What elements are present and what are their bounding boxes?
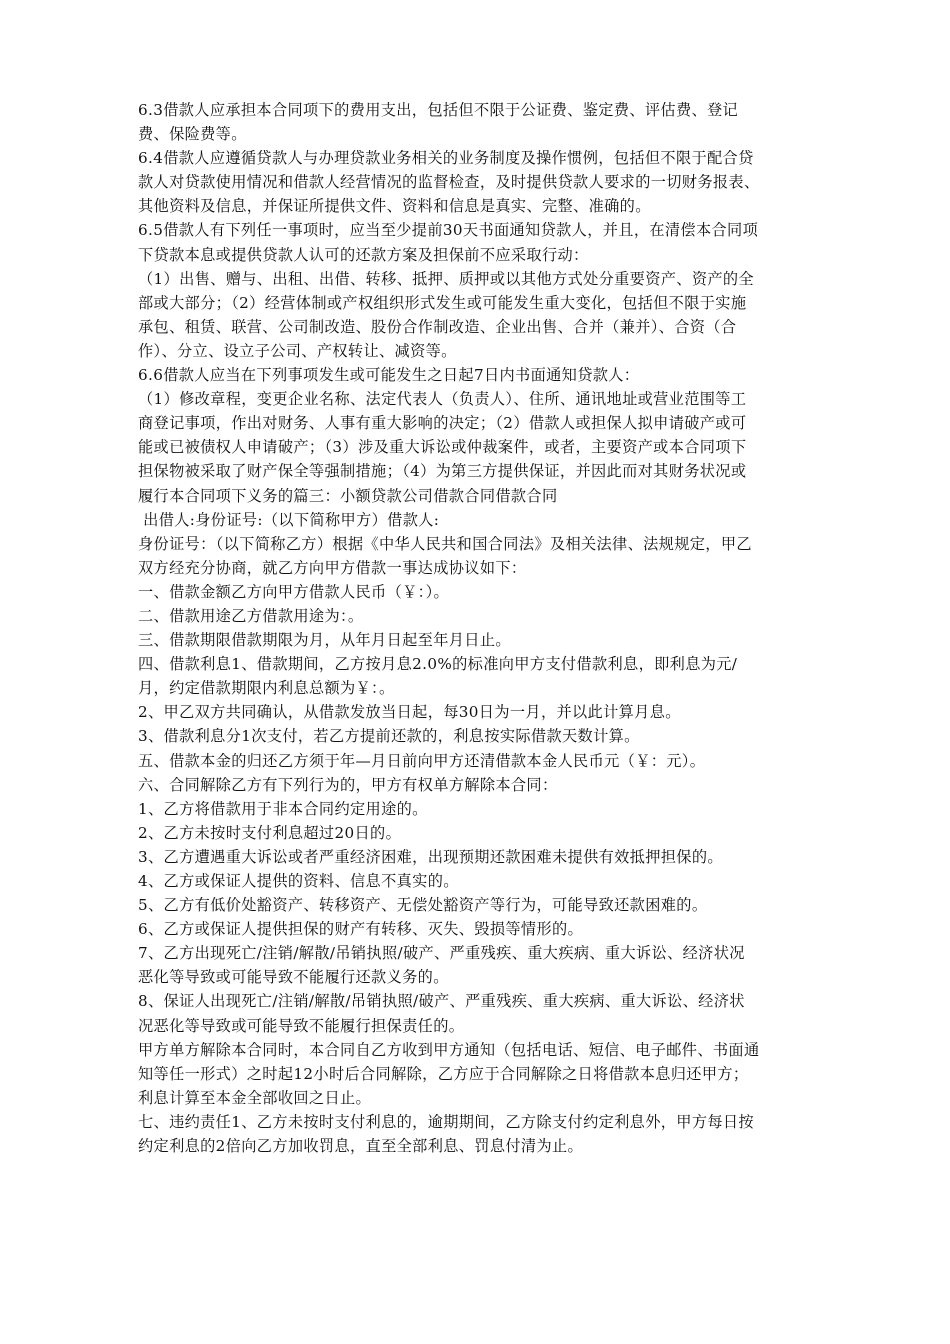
text-line: 担保物被采取了财产保全等强制措施；（4）为第三方提供保证，并因此而对其财务状况或 — [138, 462, 747, 481]
text-line: 双方经充分协商，就乙方向甲方借款一事达成协议如下： — [138, 558, 527, 577]
text-line: 4、乙方或保证人提供的资料、信息不真实的。 — [138, 872, 459, 890]
text-line: 作）、分立、设立子公司、产权转让、减资等。 — [138, 341, 457, 360]
text-line: 四、借款利息1、借款期间，乙方按月息2.0%的标准向甲方支付借款利息，即利息为元/ — [138, 655, 738, 674]
text-line: 6.3借款人应承担本合同项下的费用支出，包括但不限于公证费、鉴定费、评估费、登记 — [138, 101, 739, 119]
text-line: 7、乙方出现死亡/注销/解散/吊销执照/破产、严重残疾、重大疾病、重大诉讼、经济状况 — [138, 944, 745, 963]
text-line: 3、借款利息分1次支付，若乙方提前还款的，利息按实际借款天数计算。 — [138, 727, 640, 746]
text-line: 费、保险费等。 — [138, 125, 247, 144]
text-line: 下贷款本息或提供贷款人认可的还款方案及担保前不应采取行动： — [138, 245, 589, 264]
text-line: 商登记事项，作出对财务、人事有重大影响的决定；（2）借款人或担保人拟申请破产或可 — [138, 414, 747, 433]
text-line: 6.6借款人应当在下列事项发生或可能发生之日起7日内书面通知贷款人： — [138, 366, 640, 385]
text-line: 6.4借款人应遵循贷款人与办理贷款业务相关的业务制度及操作惯例，包括但不限于配合贷 — [138, 149, 754, 168]
text-line: 部或大部分；（2）经营体制或产权组织形式发生或可能发生重大变化，包括但不限于实施 — [138, 293, 747, 312]
text-line: 其他资料及信息，并保证所提供文件、资料和信息是真实、完整、准确的。 — [138, 197, 651, 216]
text-line: 三、借款期限借款期限为月，从年月日起至年月日止。 — [138, 631, 511, 650]
text-line: （1）修改章程，变更企业名称、法定代表人（负责人）、住所、通讯地址或营业范围等工 — [138, 390, 747, 409]
text-line: 履行本合同项下义务的篇三：小额贷款公司借款合同借款合同 — [138, 486, 558, 505]
text-line: 二、借款用途乙方借款用途为：。 — [138, 606, 364, 625]
text-line: 3、乙方遭遇重大诉讼或者严重经济困难，出现预期还款困难未提供有效抵押担保的。 — [138, 847, 723, 866]
text-line: 七、违约责任1、乙方未按时支付利息的，逾期期间，乙方除支付约定利息外，甲方每日按 — [138, 1112, 754, 1131]
text-line: 六、合同解除乙方有下列行为的，甲方有权单方解除本合同： — [138, 775, 558, 794]
text-line: 约定利息的2倍向乙方加收罚息，直至全部利息、罚息付清为止。 — [138, 1137, 584, 1156]
text-line: 出借人:身份证号:（以下简称甲方）借款人: — [138, 510, 440, 529]
text-line: 承包、租赁、联营、公司制改造、股份合作制改造、企业出售、合并（兼并）、合资（合 — [138, 317, 737, 336]
text-line: 利息计算至本金全部收回之日止。 — [138, 1088, 372, 1107]
text-line: 6.5借款人有下列任一事项时，应当至少提前30天书面通知贷款人，并且，在清偿本合同项 — [138, 221, 759, 240]
text-line: （1）出售、赠与、出租、出借、转移、抵押、质押或以其他方式处分重要资产、资产的全 — [138, 269, 754, 288]
document-body — [138, 98, 828, 1158]
text-line: 知等任一形式）之时起12小时后合同解除，乙方应于合同解除之日将借款本息归还甲方； — [138, 1064, 749, 1083]
text-line: 2、甲乙双方共同确认，从借款发放当日起，每30日为一月，并以此计算月息。 — [138, 703, 681, 722]
text-line: 2、乙方未按时支付利息超过20日的。 — [138, 823, 402, 842]
text-line: 五、借款本金的归还乙方须于年—月日前向甲方还清借款本金人民币元（￥：元）。 — [138, 751, 706, 770]
text-line: 身份证号：（以下简称乙方）根据《中华人民共和国合同法》及相关法律、法规规定，甲乙 — [138, 534, 752, 553]
text-line: 月，约定借款期限内利息总额为￥：。 — [138, 679, 395, 698]
text-line: 况恶化等导致或可能导致不能履行担保责任的。 — [138, 1016, 465, 1035]
text-line: 恶化等导致或可能导致不能履行还款义务的。 — [138, 968, 449, 987]
text-line: 8、保证人出现死亡/注销/解散/吊销执照/破产、严重残疾、重大疾病、重大诉讼、经济状 — [138, 992, 745, 1011]
text-line: 甲方单方解除本合同时，本合同自乙方收到甲方通知（包括电话、短信、电子邮件、书面通 — [138, 1040, 760, 1059]
text-line: 能或已被债权人申请破产；（3）涉及重大诉讼或仲裁案件，或者，主要资产或本合同项下 — [138, 438, 747, 457]
text-line: 5、乙方有低价处豁资产、转移资产、无偿处豁资产等行为，可能导致还款困难的。 — [138, 896, 708, 915]
text-line: 1、乙方将借款用于非本合同约定用途的。 — [138, 799, 428, 818]
text-line: 6、乙方或保证人提供担保的财产有转移、灭失、毁损等情形的。 — [138, 920, 584, 939]
text-line: 一、借款金额乙方向甲方借款人民币（￥：）。 — [138, 582, 450, 601]
text-line: 款人对贷款使用情况和借款人经营情况的监督检查，及时提供贷款人要求的一切财务报表、 — [138, 173, 760, 192]
